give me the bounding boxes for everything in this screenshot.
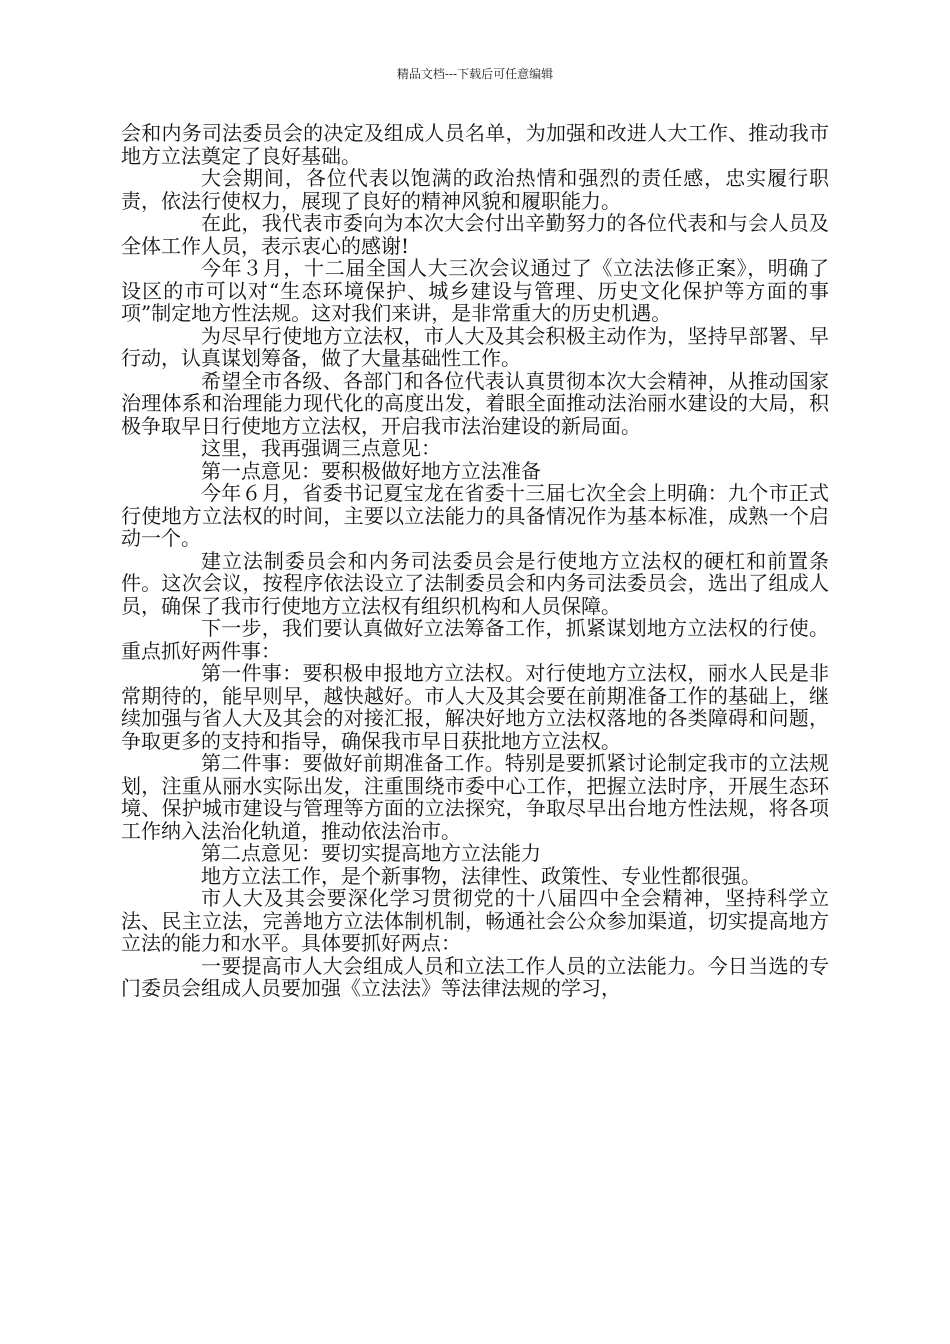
section-heading: 第二点意见：要切实提高地方立法能力 bbox=[201, 841, 541, 865]
document-body bbox=[121, 122, 829, 1000]
paragraph: 一要提高市人大会组成人员和立法工作人员的立法能力。今日当选的专门委员会组成人员要加强《立法法》等法律法规的学习， bbox=[121, 953, 829, 1000]
paragraph: 第二件事：要做好前期准备工作。特别是要抓紧讨论制定我市的立法规划，注重从丽水实际出发，注重围绕市委中心工作，把握立法时序，开展生态环境、保护城市建设与管理等方面的立法探究，争取尽早出台地方性法规，将各项工作纳入法治化轨道，推动依法治市。 bbox=[121, 751, 829, 843]
paragraph: 下一步，我们要认真做好立法筹备工作，抓紧谋划地方立法权的行使。重点抓好两件事： bbox=[121, 616, 829, 663]
paragraph: 市人大及其会要深化学习贯彻党的十八届四中全会精神，坚持科学立法、民主立法，完善地方立法体制机制，畅通社会公众参加渠道，切实提高地方立法的能力和水平。具体要抓好两点： bbox=[121, 886, 829, 955]
section-heading: 第一点意见：要积极做好地方立法准备 bbox=[201, 458, 541, 483]
paragraph: 希望全市各级、各部门和各位代表认真贯彻本次大会精神，从推动国家治理体系和治理能力现代化的高度出发，着眼全面推动法治丽水建设的大局，积极争取早日行使地方立法权，开启我市法治建设的新局面。 bbox=[121, 368, 829, 438]
paragraph: 今年３月，十二届全国人大三次会议通过了《立法法修正案》，明确了设区的市可以对“生态环境保护、城乡建设与管理、历史文化保护等方面的事项”制定地方性法规。这对我们来讲，是非常重大的历史机遇。 bbox=[121, 256, 829, 325]
paragraph: 地方立法工作，是个新事物，法律性、政策性、专业性都很强。 bbox=[201, 863, 761, 888]
paragraph: 今年６月，省委书记夏宝龙在省委十三届七次全会上明确：九个市正式行使地方立法权的时间，主要以立法能力的具备情况作为基本标准，成熟一个启动一个。 bbox=[121, 481, 829, 550]
paragraph: 这里，我再强调三点意见： bbox=[201, 436, 441, 460]
paragraph: 在此，我代表市委向为本次大会付出辛勤努力的各位代表和与会人员及全体工作人员，表示衷心的感谢! bbox=[121, 211, 829, 258]
paragraph: 大会期间，各位代表以饱满的政治热情和强烈的责任感，忠实履行职责，依法行使权力，展现了良好的精神风貌和履职能力。 bbox=[121, 166, 829, 213]
paragraph: 第一件事：要积极申报地方立法权。对行使地方立法权，丽水人民是非常期待的，能早则早，越快越好。市人大及其会要在前期准备工作的基础上，继续加强与省人大及其会的对接汇报，解决好地方立法权落地的各类障碍和问题，争取更多的支持和指导，确保我市早日获批地方立法权。 bbox=[121, 661, 829, 753]
paragraph: 为尽早行使地方立法权，市人大及其会积极主动作为，坚持早部署、早行动，认真谋划筹备，做了大量基础性工作。 bbox=[121, 323, 829, 370]
paragraph: 会和内务司法委员会的决定及组成人员名单，为加强和改进人大工作、推动我市地方立法奠定了良好基础。 bbox=[121, 121, 829, 168]
page-header: 精品文档---下载后可任意编辑 bbox=[396, 67, 554, 81]
paragraph: 建立法制委员会和内务司法委员会是行使地方立法权的硬杠和前置条件。这次会议，按程序依法设立了法制委员会和内务司法委员会，选出了组成人员，确保了我市行使地方立法权有组织机构和人员保障。 bbox=[121, 548, 829, 618]
